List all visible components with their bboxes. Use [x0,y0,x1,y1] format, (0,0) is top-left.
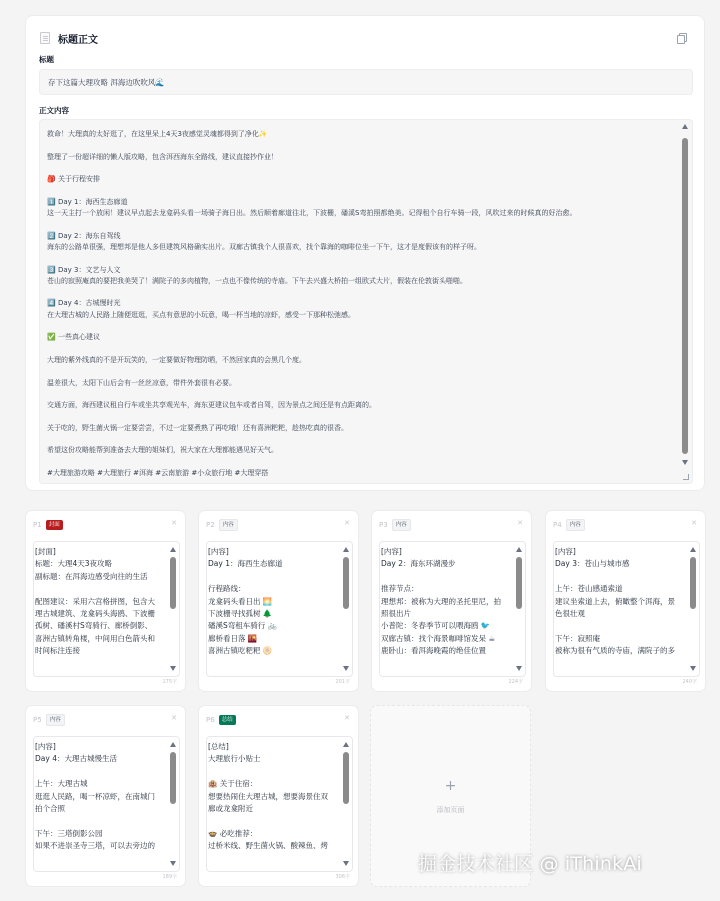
document-icon [40,32,50,44]
page-text: [内容] Day 4：大理古城慢生活 上午：大理古城 逛逛人民路，喝一杯凉虾，在南城门 拍个合照 下午：三塔倒影公园 如果不进崇圣寺三塔，可以去旁边的 [35,742,155,851]
close-icon[interactable]: ✕ [171,714,177,722]
scroll-up-icon[interactable] [170,742,176,747]
body-text: 救命！大理真的太好逛了，在这里呆上4天3夜感觉灵魂都得到了净化✨ 整理了一份超详细的懒人版攻略，包含洱西海东全路线，建议直接抄作业！ 🎒 关于行程安排 1️⃣ Day 1：海西生态廊道 这一天主打一个放闲！建议早点起去龙龛码头看一场骑子海日出。然后顺着廊道往北，下波栅，磻溪S弯拍照都绝美。记得租个自行车骑一段，风吹过来的时候真的好治愈。 2️⃣ Day 2：海东自驾线 海东的公路单很强，理想邦是他人多但建筑风格确实出片。双廊古镇我个人很喜欢，找个靠海的咖啡位坐一下午，这才是度假该有的样子呀。 3️⃣ Day 3：文艺与人文 苍山的寂照庵真的要把我美哭了！满院子的多肉植物，一点也不像传统的寺庙。下午去兴盛大桥拍一组欧式大片，假装在伦敦街头啪啪。 4️⃣ Day 4：古城慢时光 在大理古城的人民路上随便逛逛，买点有意思的小玩意，喝一杯当地的凉虾，感受一下那种松弛感。 ✅ 一些真心建议 大理的紫外线真的不是开玩笑的，一定要做好物理防晒，不然回家真的会黑几个度。 温差很大，太阳下山后会有一丝丝凉意，带件外套很有必要。 交通方面，海西建议租自行车或坐共享观光车，海东更建议包车或者自驾，因为景点之间还是有点距离的。 关于吃的，野生菌火锅一定要尝尝，不过一定要煮熟了再吃哦！还有喜洲粑粑，趁热吃真的很香。 希望这份攻略能帮到准备去大理的姐妹们，祝大家在大理都能遇见好天气。 #大理旅游攻略 #大理旅行 #洱海 #云南旅游 #小众旅行地 #大理穿搭 [47,130,577,477]
page-number: P1 [33,521,42,529]
page-card[interactable] [198,510,359,692]
page-text: [内容] Day 3：苍山与城市感 上午：苍山感通索道 建议坐索道上去，俯瞰整个洱海，景 色很壮观 下午：寂照庵 被称为很有气质的寺庙，满院子的多 [555,547,675,656]
body-label: 正文内容 [39,106,69,115]
editor-title: 标题正文 [58,34,98,46]
scroll-down-icon[interactable] [690,666,696,671]
close-icon[interactable]: ✕ [344,714,350,722]
watermark: 掘金技术社区 @ iThinkAi [418,853,643,875]
char-count: 201字 [335,679,350,685]
page-textarea[interactable] [553,541,700,677]
plus-icon: + [444,778,457,794]
body-scrollbar[interactable] [681,124,689,478]
page-number: P6 [206,716,215,724]
char-count: 240字 [682,679,697,685]
scroll-down-icon[interactable] [682,460,688,465]
scroll-down-icon[interactable] [343,666,349,671]
page-card-header [206,519,238,531]
page-type-badge: 内容 [392,519,411,531]
page-type-badge: 内容 [566,519,585,531]
page-textarea[interactable] [33,736,180,872]
page-textarea[interactable] [206,736,353,872]
close-icon[interactable]: ✕ [344,519,350,527]
page-number: P3 [379,521,388,529]
editor-header [40,28,690,48]
char-count: 189字 [162,874,177,880]
page-scrollbar[interactable] [689,544,697,676]
body-textarea[interactable] [39,119,693,484]
add-page-label: 添加页面 [436,806,465,814]
copy-icon[interactable] [676,32,688,44]
scroll-up-icon[interactable] [516,547,522,552]
scroll-down-icon[interactable] [170,861,176,866]
char-count: 306字 [335,874,350,880]
page-card[interactable] [25,510,186,692]
page-card[interactable] [371,510,532,692]
scroll-thumb[interactable] [343,752,349,804]
scroll-down-icon[interactable] [516,666,522,671]
scroll-down-icon[interactable] [170,666,176,671]
page-scrollbar[interactable] [342,544,350,676]
char-count: 224字 [508,679,523,685]
page-number: P5 [33,716,42,724]
scroll-up-icon[interactable] [343,547,349,552]
scroll-up-icon[interactable] [343,742,349,747]
close-icon[interactable]: ✕ [691,519,697,527]
editor-card [25,15,705,491]
page-type-badge: 封面 [46,520,63,530]
page-card-header [553,519,585,531]
title-label: 标题 [39,55,54,64]
page-textarea[interactable] [206,541,353,677]
title-value: 存下这篇大理攻略 洱海边吹吹风🌊 [48,77,165,87]
title-input[interactable] [39,69,693,95]
page-card[interactable] [198,705,359,887]
page-type-badge: 内容 [219,519,238,531]
resize-handle-icon[interactable] [683,474,689,480]
page-text: [内容] Day 1：海西生态廊道 行程路线： 龙龛码头看日出 🌅 下波栅寻找孤树 🌲 磻溪S弯租车骑行 🚲 廊桥看日落 🌇 喜洲古镇吃粑粑 🫓 [208,547,283,656]
page-scrollbar[interactable] [169,739,177,871]
page-type-badge: 总结 [219,715,236,725]
page-card-header [379,519,411,531]
scroll-thumb[interactable] [170,752,176,804]
scroll-up-icon[interactable] [682,124,688,129]
page-card-header [33,714,65,726]
scroll-thumb[interactable] [682,138,688,454]
close-icon[interactable]: ✕ [171,519,177,527]
page-card[interactable] [25,705,186,887]
scroll-up-icon[interactable] [690,547,696,552]
page-text: [封面] 标题：大理4天3夜攻略 副标题：在洱海边感受向往的生活 配图建议：采用六宫格拼图，包含大 理古城建筑、龙龛码头海鸥、下波栅 孤树、磻溪村S弯骑行、廊桥倒影、 喜洲古镇转角楼，中间用白色箭头和 时间标注连接 [35,547,155,656]
page-text: [总结] 大理旅行小贴士 🏨 关于住宿： 想要热闹住大理古城，想要海景住双 廊或龙龛附近 🍲 必吃推荐： 过桥米线、野生菌火锅、酸辣鱼、烤 [208,742,328,851]
scroll-thumb[interactable] [516,557,522,609]
page-text: [内容] Day 2：海东环湖漫步 推荐节点： 理想邦：被称为大理的圣托里尼，拍 照很出片 小普陀：冬春季节可以喂海鸥 🐦 双廊古镇：找个海景咖啡馆发呆 ☕ 鹿卧山：看洱海晚霞的绝佳位置 [381,547,501,656]
page-textarea[interactable] [379,541,526,677]
page-number: P4 [553,521,562,529]
scroll-thumb[interactable] [690,557,696,609]
page-number: P2 [206,521,215,529]
page-scrollbar[interactable] [169,544,177,676]
page-scrollbar[interactable] [515,544,523,676]
page-scrollbar[interactable] [342,739,350,871]
char-count: 175字 [162,679,177,685]
page-card-header [206,714,236,726]
page-textarea[interactable] [33,541,180,677]
scroll-thumb[interactable] [170,557,176,609]
scroll-thumb[interactable] [343,557,349,609]
page-card-header [33,519,63,531]
page-type-badge: 内容 [46,714,65,726]
scroll-down-icon[interactable] [343,861,349,866]
page-card[interactable] [545,510,706,692]
close-icon[interactable]: ✕ [517,519,523,527]
scroll-up-icon[interactable] [170,547,176,552]
